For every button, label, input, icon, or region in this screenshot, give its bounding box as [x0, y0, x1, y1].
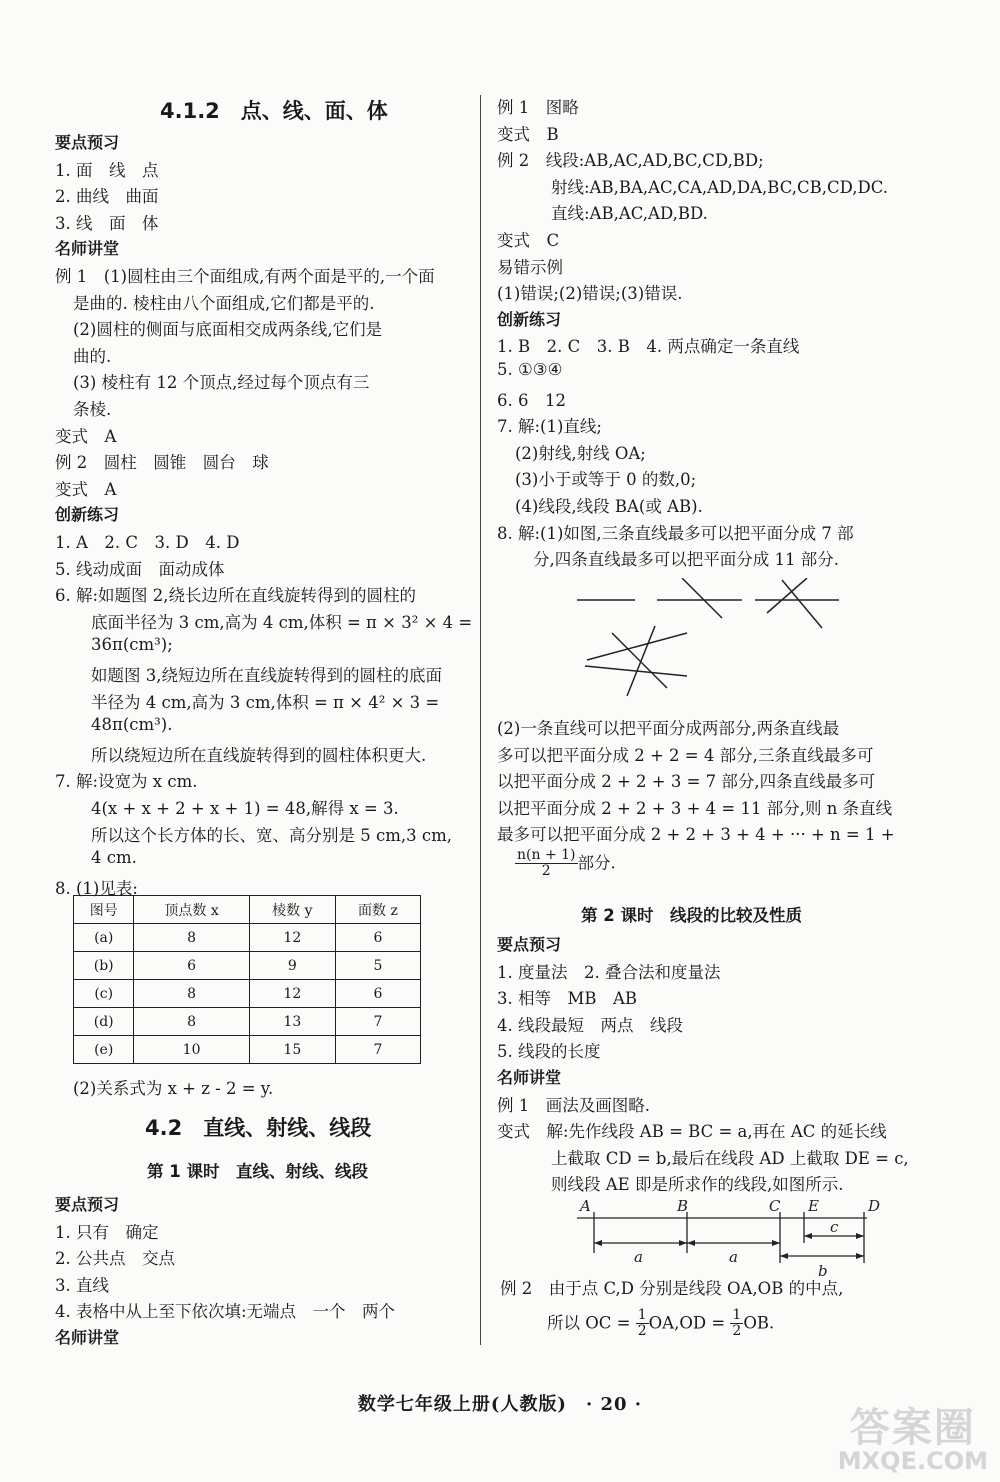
text-line: (2)射线,射线 OA;	[515, 443, 646, 463]
point-label-a: A	[580, 1198, 591, 1215]
example2-formula: 所以 OC = $\frac{1}{2}$ OA,OD = $\frac{1}{2}$ OB.	[547, 1307, 775, 1340]
text-line: 例 1 (1)圆柱由三个面组成,有两个面是平的,一个面	[55, 267, 435, 286]
text-line: 3. 相等 MB AB	[497, 989, 638, 1009]
length-label-a1: a	[634, 1248, 643, 1266]
text-line: 例 1 图略	[497, 98, 579, 117]
table-cell: 12	[249, 924, 335, 952]
text-line: 所以这个长方体的长、宽、高分别是 5 cm,3 cm,	[91, 825, 452, 845]
length-label-b: b	[818, 1262, 828, 1280]
text-line: 6. 6 12	[497, 390, 566, 410]
text-line: 变式 解:先作线段 AB = BC = a,再在 AC 的延长线	[497, 1122, 887, 1142]
table-cell: 8	[134, 1008, 249, 1036]
line-division-figure	[557, 578, 917, 703]
text-line: 7. 解:(1)直线;	[497, 417, 602, 437]
table-cell: 10	[134, 1036, 249, 1064]
table-cell: 8	[134, 924, 249, 952]
text-line: 1. B 2. C 3. B 4. 两点确定一条直线	[497, 337, 800, 357]
text-line: 5. 线段的长度	[497, 1042, 601, 1062]
text-line: 4(x + x + 2 + x + 1) = 48,解得 x = 3.	[91, 799, 399, 818]
text-line: 分,四条直线最多可以把平面分成 11 部分.	[533, 550, 839, 570]
text-line: 8. (1)见表:	[55, 878, 138, 898]
page-footer: 数学七年级上册(人教版) · 20 ·	[357, 1394, 643, 1415]
table-cell: 8	[134, 980, 249, 1008]
table-cell: 12	[249, 980, 335, 1008]
text-line: (2)一条直线可以把平面分成两部分,两条直线最	[497, 719, 840, 738]
table-header	[74, 896, 421, 924]
text-line: (4)线段,线段 BA(或 AB).	[515, 497, 703, 516]
table-cell: 7	[335, 1008, 420, 1036]
subheading: 要点预习	[497, 935, 562, 954]
subheading: 创新练习	[497, 309, 562, 329]
table-cell: 6	[335, 924, 420, 952]
table-cell: (a)	[74, 924, 134, 952]
text-line: 易错示例	[497, 257, 563, 277]
length-label-a2: a	[729, 1248, 738, 1266]
table-cell: 6	[134, 952, 249, 980]
text-line: 7. 解:设宽为 x cm.	[55, 772, 198, 792]
table-header-cell: 棱数 y	[249, 896, 335, 924]
text-line: 2. 曲线 曲面	[55, 187, 159, 207]
half-fraction-2: $\frac{1}{2}$	[732, 1307, 742, 1340]
table-cell: 15	[249, 1036, 335, 1064]
figure-four-lines-d	[627, 626, 655, 696]
section2-title: 4.2 直线、射线、线段	[145, 1116, 372, 1140]
text-line: 最多可以把平面分成 2 + 2 + 3 + 4 + ··· + n = 1 +	[497, 825, 895, 845]
watermark-logo: 答案圈 MXQE.COM	[837, 1404, 988, 1475]
table-header-cell: 面数 z	[335, 896, 420, 924]
text-line: 例 2 圆柱 圆锥 圆台 球	[55, 453, 269, 473]
text-line: 8. 解:(1)如图,三条直线最多可以把平面分成 7 部	[497, 523, 854, 543]
table-cell: 7	[335, 1036, 420, 1064]
text-line: 半径为 4 cm,高为 3 cm,体积 = π × 4² × 3 =	[91, 692, 440, 712]
vertex-edge-face-table	[73, 895, 421, 1064]
text-line: 1. 只有 确定	[55, 1222, 159, 1242]
table-cell: (b)	[74, 952, 134, 980]
text-line: (1)错误;(2)错误;(3)错误.	[497, 284, 683, 304]
length-label-c: c	[830, 1218, 839, 1236]
figure-three-lines-c	[782, 580, 822, 628]
point-label-e: E	[808, 1198, 819, 1215]
table-row	[74, 952, 421, 980]
text-line: 1. A 2. C 3. D 4. D	[55, 533, 240, 552]
subheading: 要点预习	[55, 133, 120, 152]
text-line: 射线:AB,BA,AC,CA,AD,DA,BC,CB,CD,DC.	[551, 177, 889, 197]
text-line: 变式 B	[497, 124, 559, 144]
half-fraction-1: $\frac{1}{2}$	[637, 1307, 647, 1340]
text-line: 4. 线段最短 两点 线段	[497, 1015, 683, 1035]
text-line: 例 1 画法及画图略.	[497, 1095, 650, 1115]
figure-four-lines-a	[587, 633, 687, 660]
subheading: 创新练习	[55, 505, 120, 525]
table-cell: (c)	[74, 980, 134, 1008]
table-row	[74, 924, 421, 952]
formula-fraction-line: $\frac{n(n + 1)}{2}$ 部分.	[517, 847, 616, 880]
text-line: 6. 解:如题图 2,绕长边所在直线旋转得到的圆柱的	[55, 586, 417, 606]
n-fraction: $\frac{n(n + 1)}{2}$	[517, 847, 576, 880]
text-line: 曲的.	[73, 346, 112, 366]
text-line: 5. 线动成面 面动成体	[55, 559, 225, 579]
text-line: (2)圆柱的侧面与底面相交成两条线,它们是	[73, 320, 383, 340]
column-divider	[480, 95, 481, 1345]
text-line: 上截取 CD = b,最后在线段 AD 上截取 DE = c,	[551, 1148, 909, 1168]
text-line: 变式 C	[497, 231, 560, 250]
text-line: 3. 直线	[55, 1275, 109, 1295]
text-line: (3) 棱柱有 12 个顶点,经过每个顶点有三	[73, 373, 370, 393]
subheading: 名师讲堂	[497, 1068, 562, 1087]
figure-two-lines-b	[682, 578, 722, 618]
text-line: (3)小于或等于 0 的数,0;	[515, 470, 697, 490]
table-header-cell: 顶点数 x	[134, 896, 249, 924]
table-cell: 5	[335, 952, 420, 980]
table-row	[74, 1008, 421, 1036]
text-line: 变式 A	[55, 426, 117, 446]
subheading: 名师讲堂	[55, 1328, 120, 1347]
example2-line: 例 2 由于点 C,D 分别是线段 OA,OB 的中点,	[500, 1279, 844, 1298]
text-line: 5. ①③④	[497, 360, 563, 379]
text-line: 如题图 3,绕短边所在直线旋转得到的圆柱的底面	[91, 666, 442, 685]
text-line: 48π(cm³).	[91, 715, 173, 735]
text-line: 底面半径为 3 cm,高为 4 cm,体积 = π × 3² × 4 =	[91, 612, 473, 632]
table-cell: 6	[335, 980, 420, 1008]
text-line: 4. 表格中从上至下依次填:无端点 一个 两个	[55, 1302, 396, 1322]
table-cell: 13	[249, 1008, 335, 1036]
point-label-c: C	[769, 1198, 781, 1215]
text-line: 所以绕短边所在直线旋转得到的圆柱体积更大.	[91, 745, 427, 765]
table-row	[74, 980, 421, 1008]
point-label-b: B	[677, 1198, 689, 1215]
text-line: 是曲的. 棱柱由八个面组成,它们都是平的.	[73, 293, 375, 313]
table-header-cell: 图号	[74, 896, 134, 924]
text-line: 则线段 AE 即是所求作的线段,如图所示.	[551, 1175, 844, 1195]
text-line: 变式 A	[55, 479, 117, 499]
table-cell: (e)	[74, 1036, 134, 1064]
subheading: 要点预习	[55, 1195, 120, 1214]
table-cell: (d)	[74, 1008, 134, 1036]
text-line: 1. 面 线 点	[55, 160, 159, 180]
section-title: 4.1.2 点、线、面、体	[160, 99, 388, 123]
text-line: 直线:AB,AC,AD,BD.	[551, 204, 708, 224]
text-line: 3. 线 面 体	[55, 213, 159, 233]
text-line: 36π(cm³);	[91, 635, 173, 655]
text-line: 以把平面分成 2 + 2 + 3 + 4 = 11 部分,则 n 条直线	[497, 798, 893, 818]
point-label-d: D	[868, 1198, 881, 1215]
subheading: 名师讲堂	[55, 239, 120, 259]
relation-formula: (2)关系式为 x + z - 2 = y.	[73, 1079, 274, 1098]
text-line: 4 cm.	[91, 848, 137, 868]
text-line: 条棱.	[73, 400, 112, 419]
table-row	[74, 1036, 421, 1064]
figure-three-lines-b	[767, 578, 807, 613]
text-line: 2. 公共点 交点	[55, 1249, 175, 1269]
text-line: 以把平面分成 2 + 2 + 3 = 7 部分,四条直线最多可	[497, 772, 876, 792]
text-line: 1. 度量法 2. 叠合法和度量法	[497, 962, 721, 982]
text-line: 例 2 线段:AB,AC,AD,BC,CD,BD;	[497, 151, 764, 171]
lesson2-title: 第 2 课时 线段的比较及性质	[581, 906, 802, 925]
lesson1-title: 第 1 课时 直线、射线、线段	[147, 1162, 368, 1181]
text-line: 多可以把平面分成 2 + 2 = 4 部分,三条直线最多可	[497, 745, 874, 765]
table-cell: 9	[249, 952, 335, 980]
